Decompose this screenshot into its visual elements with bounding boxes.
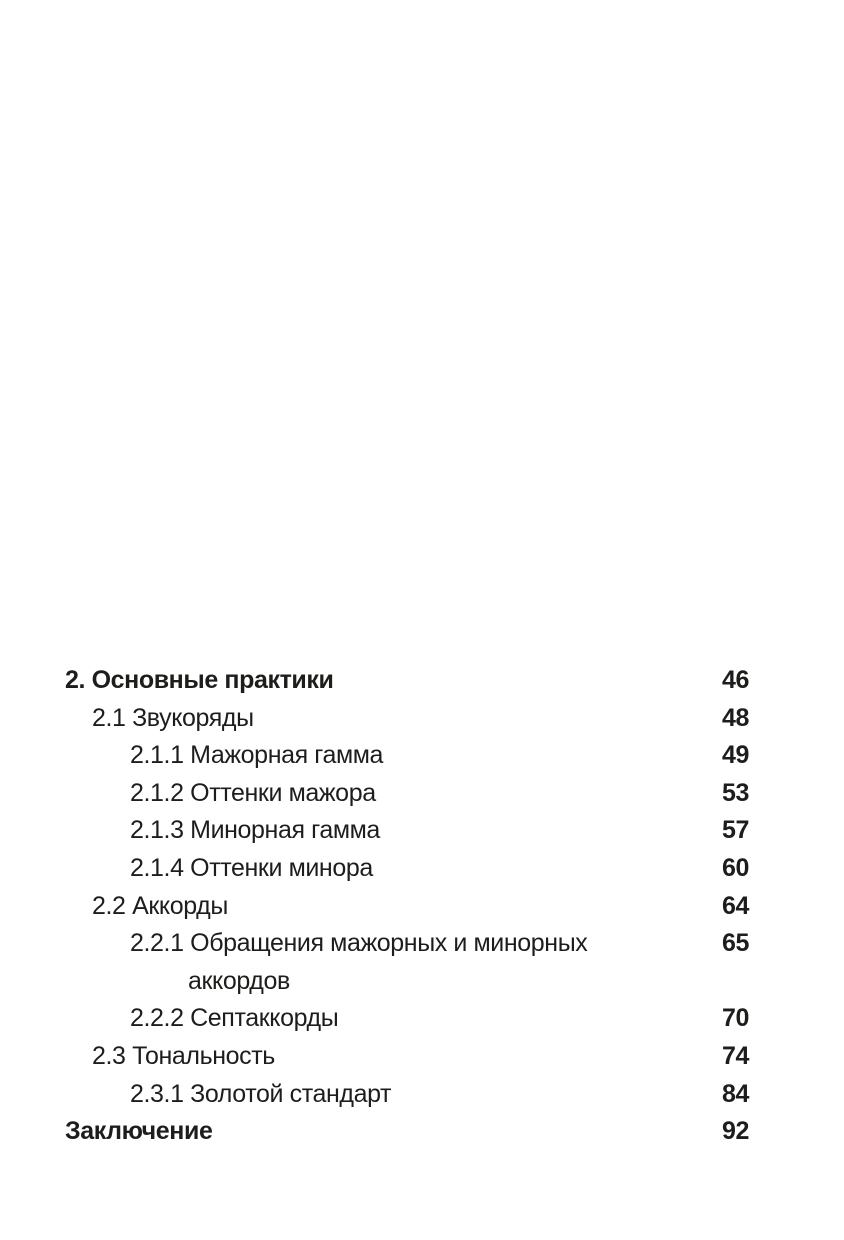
toc-entry-label <box>65 1076 391 1114</box>
table-of-contents <box>65 662 749 1151</box>
toc-entry-page-number: 74 <box>721 1041 749 1070</box>
toc-entry-page-number: 48 <box>721 703 749 732</box>
toc-entry-label <box>65 737 383 775</box>
toc-entry-label <box>65 1113 212 1151</box>
toc-row <box>65 1113 749 1151</box>
toc-entry-title-line: 2.1.2 Оттенки мажора <box>130 778 376 807</box>
toc-entry-title-line: 2.3 Тональность <box>92 1041 275 1070</box>
toc-entry-label <box>65 888 228 926</box>
toc-entry-title-line: 2.1 Звукоряды <box>92 703 254 732</box>
toc-entry-page-number: 60 <box>721 853 749 882</box>
toc-entry-page-number: 84 <box>721 1079 749 1108</box>
toc-entry-page-number: 64 <box>721 891 749 920</box>
toc-entry-page-number: 57 <box>721 816 749 845</box>
toc-entry-title-line: 2.2.2 Септаккорды <box>130 1004 339 1033</box>
toc-row <box>65 737 749 775</box>
toc-entry-label <box>65 700 254 738</box>
toc-row <box>65 812 749 850</box>
toc-row <box>65 925 749 1000</box>
toc-entry-page-number: 49 <box>721 741 749 770</box>
toc-row <box>65 1038 749 1076</box>
toc-entry-label <box>65 775 376 813</box>
toc-entry-title-continuation: аккордов <box>188 966 290 995</box>
toc-row <box>65 775 749 813</box>
toc-row <box>65 662 749 700</box>
toc-entry-title-line: 2.1.4 Оттенки минора <box>130 853 373 882</box>
toc-entry-label <box>65 925 587 1000</box>
toc-entry-label <box>65 1000 338 1038</box>
toc-entry-page-number: 92 <box>721 1117 749 1146</box>
toc-entry-page-number: 65 <box>721 929 749 958</box>
toc-entry-page-number: 53 <box>721 778 749 807</box>
toc-row <box>65 700 749 738</box>
toc-row <box>65 850 749 888</box>
toc-entry-page-number: 70 <box>721 1004 749 1033</box>
toc-entry-title-line: Заключение <box>65 1117 213 1146</box>
toc-entry-title-line: 2.1.1 Мажорная гамма <box>130 741 384 770</box>
toc-row <box>65 1000 749 1038</box>
toc-entry-title-line: 2. Основные практики <box>65 666 334 694</box>
toc-entry-title-line: 2.3.1 Золотой стандарт <box>130 1079 392 1108</box>
toc-entry-title-line: 2.2 Аккорды <box>92 891 228 920</box>
toc-entry-page-number: 46 <box>721 666 749 694</box>
toc-entry-title-line: 2.2.1 Обращения мажорных и минорных <box>130 929 588 958</box>
toc-row <box>65 888 749 926</box>
toc-row <box>65 1076 749 1114</box>
toc-entry-label <box>65 1038 275 1076</box>
toc-entry-label <box>65 662 333 700</box>
toc-entry-title-line: 2.1.3 Минорная гамма <box>130 816 380 845</box>
toc-entry-label <box>65 812 380 850</box>
toc-entry-label <box>65 850 373 888</box>
